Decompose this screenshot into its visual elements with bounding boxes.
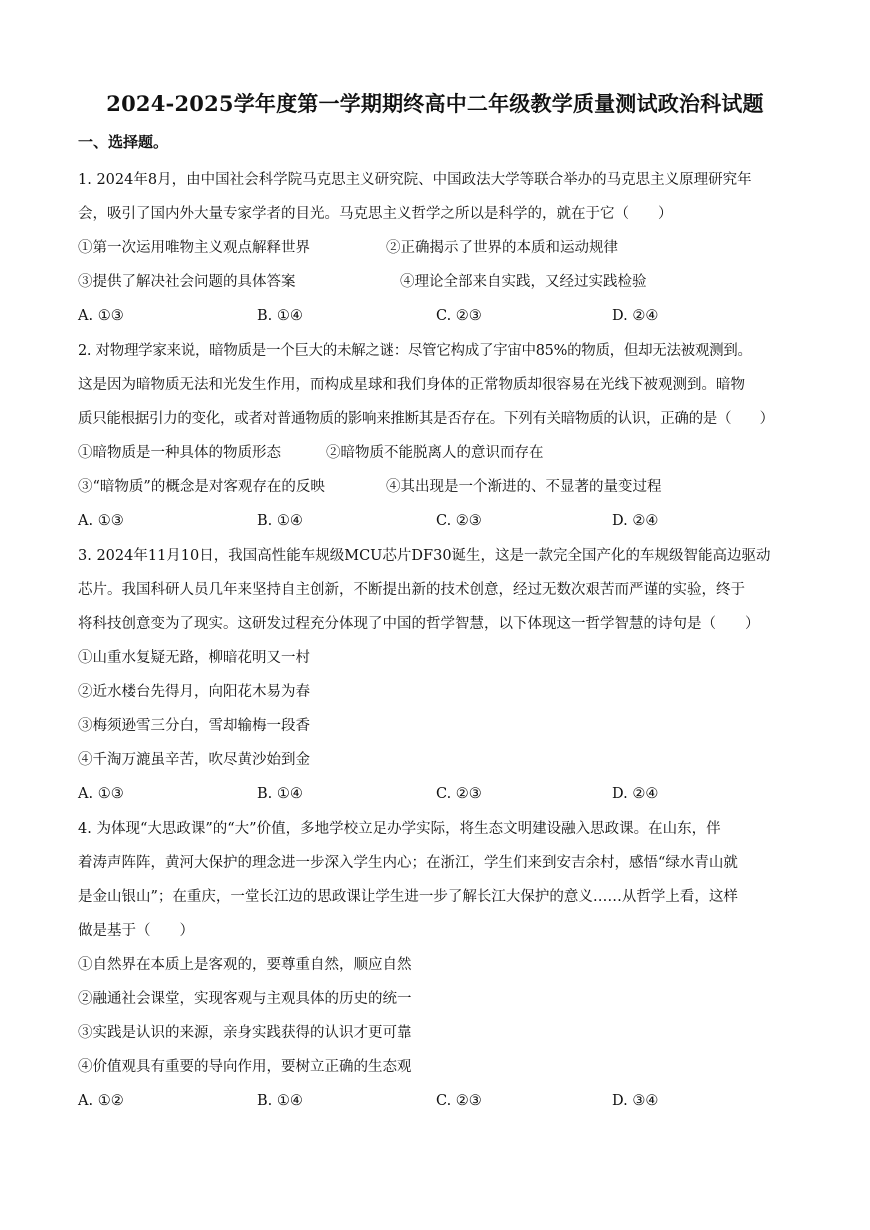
question-1-option-d[interactable]: D. ②④ <box>612 308 659 324</box>
question-2-statement-1: ①暗物质是一种具体的物质形态 <box>78 445 281 461</box>
question-4-stem-line-4: 做是基于（ ） <box>78 923 194 939</box>
question-3-option-d[interactable]: D. ②④ <box>612 786 659 802</box>
question-2-option-d[interactable]: D. ②④ <box>612 513 659 529</box>
question-1-option-b[interactable]: B. ①④ <box>257 308 303 324</box>
question-3-stem-line-3: 将科技创意变为了现实。这研发过程充分体现了中国的哲学智慧，以下体现这一哲学智慧的诗句是（ ） <box>78 616 760 632</box>
question-2-statement-3: ③“暗物质”的概念是对客观存在的反映 <box>78 479 325 495</box>
question-3-statement-1: ①山重水复疑无路，柳暗花明又一村 <box>78 650 310 666</box>
question-2-option-b[interactable]: B. ①④ <box>257 513 303 529</box>
question-3-statement-3: ③梅须逊雪三分白，雪却输梅一段香 <box>78 718 310 734</box>
question-2-stem-line-2: 这是因为暗物质无法和光发生作用，而构成星球和我们身体的正常物质却很容易在光线下被观测到。暗物 <box>78 377 745 393</box>
question-1-statement-4: ④理论全部来自实践，又经过实践检验 <box>400 274 647 290</box>
question-4-statement-1: ①自然界在本质上是客观的，要尊重自然，顺应自然 <box>78 957 412 973</box>
question-2-stem-line-1: 2. 对物理学家来说，暗物质是一个巨大的未解之谜：尽管它构成了宇宙中85%的物质，但却无法被观测到。 <box>78 343 752 359</box>
question-4-option-b[interactable]: B. ①④ <box>257 1093 303 1109</box>
question-1-statement-1: ①第一次运用唯物主义观点解释世界 <box>78 240 310 256</box>
question-4-statement-4: ④价值观具有重要的导向作用，要树立正确的生态观 <box>78 1059 412 1075</box>
question-4-stem-line-1: 4. 为体现“大思政课”的“大”价值，多地学校立足办学实际，将生态文明建设融入思政课。在山东，伴 <box>78 821 721 837</box>
question-4-statement-3: ③实践是认识的来源，亲身实践获得的认识才更可靠 <box>78 1025 412 1041</box>
question-2-option-a[interactable]: A. ①③ <box>78 513 124 529</box>
question-4-option-d[interactable]: D. ③④ <box>612 1093 659 1109</box>
section-heading: 一、选择题。 <box>78 133 169 151</box>
question-4-statement-2: ②融通社会课堂，实现客观与主观具体的历史的统一 <box>78 991 412 1007</box>
question-4-option-c[interactable]: C. ②③ <box>436 1093 482 1109</box>
question-1-option-a[interactable]: A. ①③ <box>78 308 124 324</box>
question-3-option-b[interactable]: B. ①④ <box>257 786 303 802</box>
question-2-option-c[interactable]: C. ②③ <box>436 513 482 529</box>
question-4-stem-line-3: 是金山银山”；在重庆，一堂长江边的思政课让学生进一步了解长江大保护的意义……从哲学上看，这样 <box>78 889 738 905</box>
question-2-statement-4: ④其出现是一个渐进的、不显著的量变过程 <box>386 479 662 495</box>
question-2-stem-line-3: 质只能根据引力的变化，或者对普通物质的影响来推断其是否存在。下列有关暗物质的认识，正确的是（ ） <box>78 411 774 427</box>
question-3-stem-line-2: 芯片。我国科研人员几年来坚持自主创新，不断提出新的技术创意，经过无数次艰苦而严谨的实验，终于 <box>78 582 745 598</box>
question-1-stem-line-1: 1. 2024年8月，由中国社会科学院马克思主义研究院、中国政法大学等联合举办的马克思主义原理研究年 <box>78 172 752 188</box>
exam-title: 2024-2025学年度第一学期期终高中二年级教学质量测试政治科试题 <box>106 91 764 116</box>
question-1-stem-line-2: 会，吸引了国内外大量专家学者的目光。马克思主义哲学之所以是科学的，就在于它（ ） <box>78 206 673 222</box>
question-3-option-a[interactable]: A. ①③ <box>78 786 124 802</box>
question-1-statement-3: ③提供了解决社会问题的具体答案 <box>78 274 296 290</box>
question-2-statement-2: ②暗物质不能脱离人的意识而存在 <box>326 445 544 461</box>
question-3-statement-2: ②近水楼台先得月，向阳花木易为春 <box>78 684 310 700</box>
question-3-statement-4: ④千淘万漉虽辛苦，吹尽黄沙始到金 <box>78 752 310 768</box>
question-1-option-c[interactable]: C. ②③ <box>436 308 482 324</box>
question-1-statement-2: ②正确揭示了世界的本质和运动规律 <box>386 240 618 256</box>
question-4-option-a[interactable]: A. ①② <box>78 1093 124 1109</box>
question-3-stem-line-1: 3. 2024年11月10日，我国高性能车规级MCU芯片DF30诞生，这是一款完全国产化的车规级智能高边驱动 <box>78 548 771 564</box>
question-3-option-c[interactable]: C. ②③ <box>436 786 482 802</box>
question-4-stem-line-2: 着涛声阵阵，黄河大保护的理念进一步深入学生内心；在浙江，学生们来到安吉余村，感悟“绿水青山就 <box>78 855 738 871</box>
